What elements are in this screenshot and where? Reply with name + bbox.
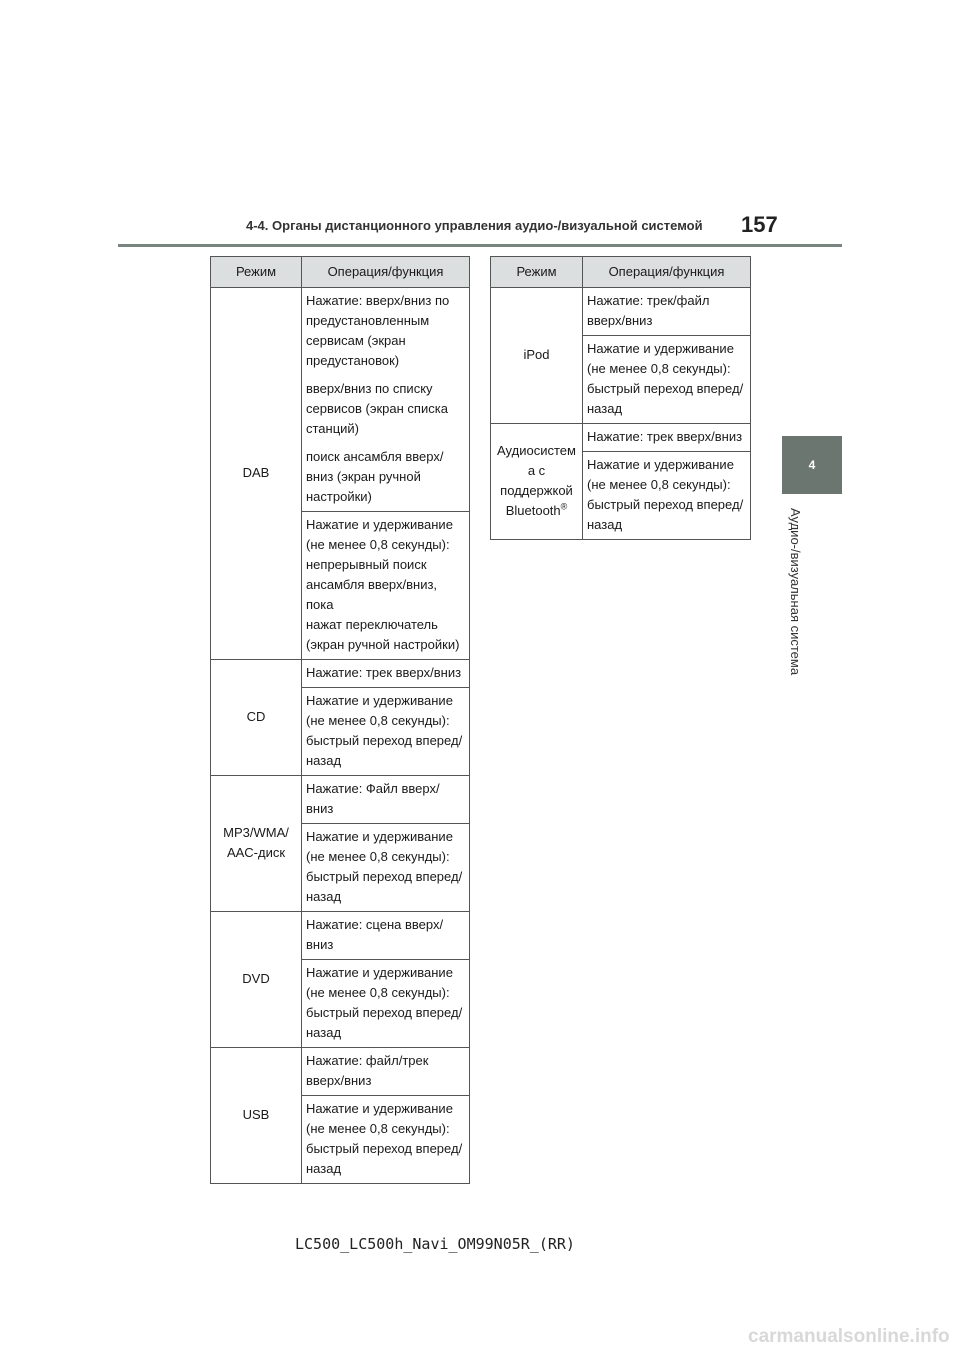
table-row [211,1048,470,1096]
operation-cell [302,688,470,776]
operation-text: Нажатие: Файл вверх/вниз [306,781,440,816]
registered-mark: ® [560,501,568,512]
operation-cell [302,960,470,1048]
operation-cell [302,512,470,660]
operation-text: Нажатие: трек вверх/вниз [306,665,462,680]
page-number: 157 [741,212,778,237]
table-row [491,288,751,336]
operation-cell [302,912,470,960]
document-code: LC500_LC500h_Navi_OM99N05R_(RR) [295,1235,575,1253]
operations-table-right [490,256,751,540]
operation-text: Нажатие и удерживание (не менее 0,8 секунды): быстрый переход вперед/ назад [306,693,463,768]
operation-text: Нажатие и удерживание (не менее 0,8 секунды): быстрый переход вперед/ назад [306,829,463,904]
operation-cell [302,776,470,824]
column-header-operation: Операция/функция [302,257,470,288]
operation-text: Нажатие и удерживание (не менее 0,8 секунды): быстрый переход вперед/ назад [306,965,463,1040]
column-header-mode: Режим [491,257,583,288]
operations-table-left [210,256,470,1184]
watermark: carmanualsonline.info [748,1326,950,1347]
mode-cell: DVD [211,912,302,1048]
operation-cell [302,660,470,688]
column-header-operation: Операция/функция [583,257,751,288]
operation-cell [302,1048,470,1096]
mode-cell: Аудиосистем а с поддержкой Bluetooth® [491,424,583,540]
mode-cell: iPod [491,288,583,424]
operation-text: Нажатие: трек/файл вверх/вниз [587,293,710,328]
operation-cell [583,452,751,540]
operation-text: Нажатие и удерживание (не менее 0,8 секунды): быстрый переход вперед/ назад [587,341,744,416]
operation-cell [302,824,470,912]
operation-text: поиск ансамбля вверх/ вниз (экран ручной настройки) [306,449,444,504]
operation-text: Нажатие и удерживание (не менее 0,8 секунды): быстрый переход вперед/ назад [587,457,744,532]
operation-cell [302,288,470,512]
operation-text: Нажатие и удерживание (не менее 0,8 секунды): быстрый переход вперед/ назад [306,1101,463,1176]
operation-text: Нажатие: вверх/вниз по предустановленным сервисам (экран предустановок) [306,293,450,368]
chapter-side-label: Аудио-/визуальная система [788,508,803,676]
operation-cell [583,424,751,452]
mode-cell: MP3/WMA/ AAC-диск [211,776,302,912]
table-row [491,424,751,452]
table-header-row [211,257,470,288]
operation-cell [302,1096,470,1184]
header-divider [118,244,842,247]
table-row [211,776,470,824]
operation-cell [583,288,751,336]
section-title: 4-4. Органы дистанционного управления аудио-/визуальной системой [246,218,703,233]
operation-text: Нажатие: сцена вверх/ вниз [306,917,444,952]
column-header-mode: Режим [211,257,302,288]
table-row [211,660,470,688]
table-header-row [491,257,751,288]
operation-text: Нажатие: трек вверх/вниз [587,429,743,444]
operation-text: Нажатие и удерживание (не менее 0,8 секунды): непрерывный поиск ансамбля вверх/вниз, пока нажат переключатель (экран ручной настройки) [306,517,460,652]
operation-text: вверх/вниз по списку сервисов (экран списка станций) [306,381,448,436]
mode-cell: DAB [211,288,302,660]
operation-cell [583,336,751,424]
table-row [211,912,470,960]
chapter-tab: 4 [782,436,842,494]
table-row [211,288,470,512]
operation-text: Нажатие: файл/трек вверх/вниз [306,1053,429,1088]
mode-cell: CD [211,660,302,776]
mode-cell: USB [211,1048,302,1184]
